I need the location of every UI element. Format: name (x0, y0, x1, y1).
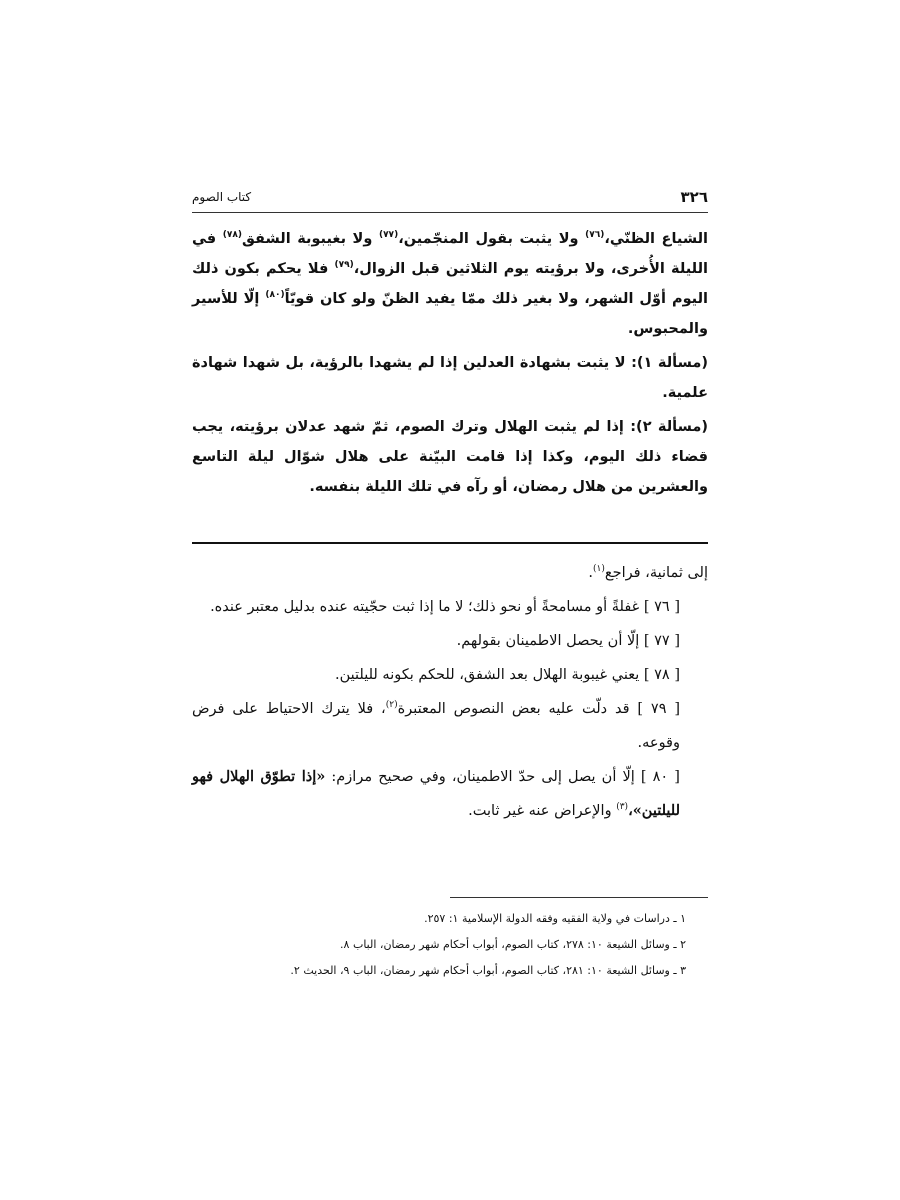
commentary-78: [ ٧٨ ] يعني غيبوبة الهلال بعد الشفق، للحكم بكونه لليلتين. (335, 667, 680, 683)
main-text (192, 224, 708, 506)
commentary-divider (192, 542, 708, 544)
main-paragraph-1: الشياع الظنّي،$^{(٧٦)}$ ولا يثبت بقول المنجّمين،$^{(٧٧)}$ ولا بغيبوبة الشفق$^{(٧٨)}$ في الليلة الأُخرى، ولا برؤيته يوم الثلاثين قبل الزوال،$^{(٧٩)}$ فلا يحكم بكون ذلك اليوم أوّل الشهر، ولا بغير ذلك ممّا يفيد الظنّ ولو كان قويّاً$^{(٨٠)}$ إلّا للأسير والمحبوس. (192, 230, 708, 337)
masala-1-label: (مسألة ١): (631, 355, 708, 371)
commentary-80: [ ٨٠ ] إلّا أن يصل إلى حدّ الاطمينان، وفي صحيح مرازم: «إذا تطوّق الهلال فهو لليلتين»،$^{(٣)}$ والإعراض عنه غير ثابت. (192, 768, 680, 819)
hadith-quote: «إذا تطوّق الهلال فهو لليلتين»، (192, 768, 680, 819)
footnote-2: ٢ ـ وسائل الشيعة ١٠: ٢٧٨، كتاب الصوم، أبواب أحكام شهر رمضان، الباب ٨. (340, 938, 686, 951)
masala-1-text: لا يثبت بشهادة العدلين إذا لم يشهدا بالرؤية، بل شهدا شهادة علمية. (192, 355, 708, 401)
commentary-ref-78[interactable]: (٧٨) (222, 230, 242, 241)
footnote-ref-2[interactable]: (٢) (385, 700, 398, 711)
commentary-continuation: إلى ثمانية، فراجع$^{(١)}$. (588, 564, 708, 581)
commentary-number: [ ٧٦ ] (643, 599, 680, 615)
commentary-number: [ ٧٧ ] (643, 633, 680, 649)
commentary-number: [ ٧٨ ] (643, 667, 680, 683)
commentary-ref-79[interactable]: (٧٩) (334, 260, 354, 271)
commentary-number: [ ٧٩ ] (637, 701, 680, 717)
commentary-76: [ ٧٦ ] غفلةً أو مسامحةً أو نحو ذلك؛ لا ما إذا ثبت حجّيته عنده بدليل معتبر عنده. (210, 599, 680, 615)
commentary-ref-76[interactable]: (٧٦) (585, 230, 605, 241)
commentary-section (192, 556, 708, 828)
footnote-3: ٣ ـ وسائل الشيعة ١٠: ٢٨١، كتاب الصوم، أبواب أحكام شهر رمضان، الباب ٩، الحديث ٢. (290, 964, 686, 977)
commentary-ref-80[interactable]: (٨٠) (265, 290, 285, 301)
commentary-number: [ ٨٠ ] (640, 769, 680, 785)
footnote-ref-3[interactable]: (٣) (616, 802, 629, 813)
page-header (192, 188, 708, 213)
footnotes (192, 906, 708, 984)
masala-2 (192, 412, 708, 502)
page-number: ٣٢٦ (680, 188, 708, 206)
footnote-divider (450, 897, 708, 898)
footnote-ref-1[interactable]: (١) (593, 564, 605, 575)
commentary-ref-77[interactable]: (٧٧) (378, 230, 399, 241)
masala-2-text: إذا لم يثبت الهلال وترك الصوم، ثمّ شهد عدلان برؤيته، يجب قضاء ذلك اليوم، وكذا إذا قامت البيّنة على هلال شوّال ليلة التاسع والعشرين من هلال رمضان، أو رآه في تلك الليلة بنفسه. (192, 419, 708, 495)
footnote-1: ١ ـ دراسات في ولاية الفقيه وفقه الدولة الإسلامية ١: ٢٥٧. (424, 912, 686, 925)
running-title: كتاب الصوم (192, 190, 252, 204)
masala-2-label: (مسألة ٢): (630, 419, 708, 435)
commentary-79: [ ٧٩ ] قد دلّت عليه بعض النصوص المعتبرة$^{(٢)}$، فلا يترك الاحتياط على فرض وقوعه. (192, 700, 680, 751)
commentary-77: [ ٧٧ ] إلّا أن يحصل الاطمينان بقولهم. (456, 633, 680, 649)
masala-1 (192, 348, 708, 408)
